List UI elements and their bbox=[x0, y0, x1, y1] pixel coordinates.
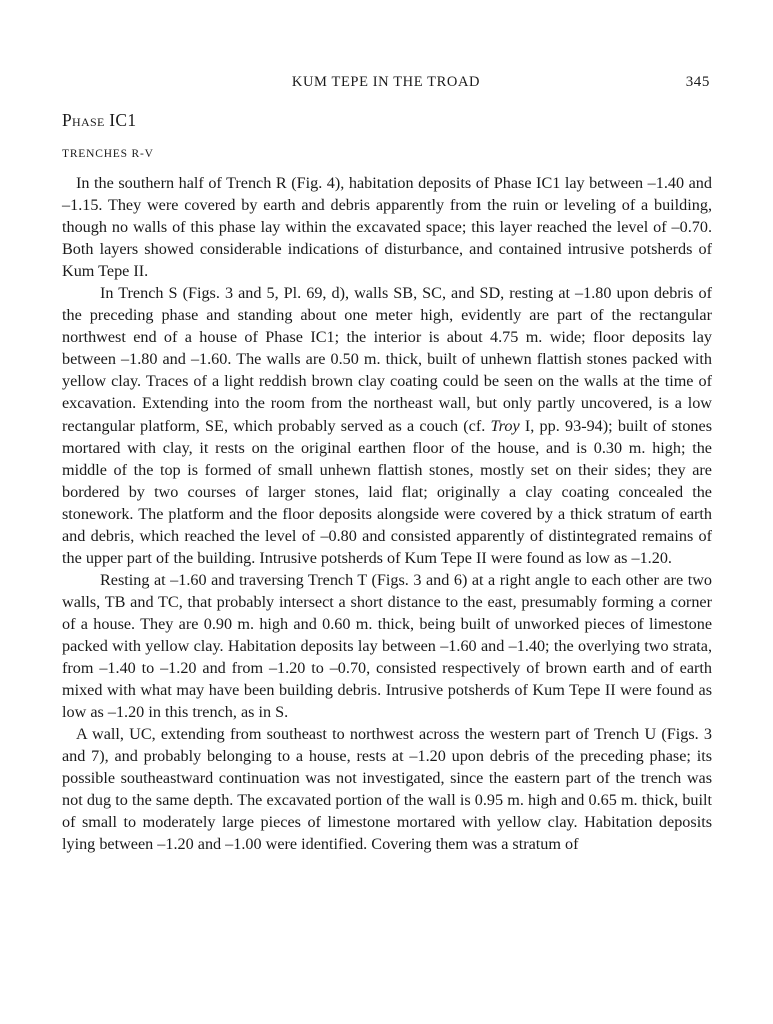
body-text bbox=[62, 172, 712, 855]
running-head bbox=[62, 74, 710, 94]
running-title: KUM TEPE IN THE TROAD bbox=[291, 74, 481, 90]
paragraph-trench-t: Resting at –1.60 and traversing Trench T (Figs. 3 and 6) at a right angle to each other are two walls, TB and TC, that probably intersect a short distance to the east, presumably forming a corner of a house. They are 0.90 m. high and 0.60 m. thick, being built of unworked pieces of limestone packed with yellow clay. Habitation deposits lay between –1.60 and –1.40; the overlying two strata, from –1.40 to –1.20 and from –1.20 to –0.70, consisted respectively of brown earth and of earth mixed with what may have been building debris. Intrusive potsherds of Kum Tepe II were found as low as –1.20 in this trench, as in S. bbox=[62, 570, 712, 722]
paragraph-trench-s: In Trench S (Figs. 3 and 5, Pl. 69, d), walls SB, SC, and SD, resting at –1.80 upon debris of the preceding phase and standing about one meter high, evidently are part of the rectangular northwest end of a house of Phase IC1; the interior is about 4.75 m. wide; floor deposits lay between –1.80 and –1.60. The walls are 0.50 m. thick, built of unhewn flattish stones packed with yellow clay. Traces of a light reddish brown clay coating could be seen on the walls at the time of excavation. Extending into the room from the northeast wall, but only partly uncovered, is a low rectangular platform, SE, which probably served as a couch (cf. Troy I, pp. 93-94); built of stones mortared with clay, it rests on the original earthen floor of the house, and is 0.30 m. high; the middle of the top is formed of small unhewn flattish stones, mostly set on their sides; they are bordered by two courses of larger stones, laid flat; originally a clay coating concealed the stonework. The platform and the floor deposits alongside were covered by a thick stratum of earth and debris, which reached the level of –0.80 and consisted apparently of distintegrated remains of the upper part of the building. Intrusive potsherds of Kum Tepe II were found as low as –1.20. bbox=[62, 284, 712, 567]
section-title: Phase IC1 bbox=[62, 110, 137, 130]
cited-work-title: Troy bbox=[490, 416, 520, 435]
paragraph-trench-u: A wall, UC, extending from southeast to northwest across the western part of Trench U (Figs. 3 and 7), and probably belonging to a house, rests at –1.20 upon debris of the preceding phase; its possible southeastward continuation was not investigated, since the eastern part of the trench was not dug to the same depth. The excavated portion of the wall is 0.95 m. high and 0.65 m. thick, built of small to moderately large pieces of limestone mortared with yellow clay. Habitation deposits lying between –1.20 and –1.00 were identified. Covering them was a stratum of bbox=[62, 725, 712, 854]
page-number: 345 bbox=[685, 74, 710, 90]
section-subtitle: TRENCHES R-V bbox=[62, 148, 154, 160]
paragraph-trench-r: In the southern half of Trench R (Fig. 4), habitation deposits of Phase IC1 lay between –1.40 and –1.15. They were covered by earth and debris apparently from the ruin or leveling of a building, though no walls of this phase lay within the excavated space; this layer reached the level of –0.70. Both layers showed considerable indications of disturbance, and contained intrusive potsherds of Kum Tepe II. bbox=[62, 174, 712, 281]
